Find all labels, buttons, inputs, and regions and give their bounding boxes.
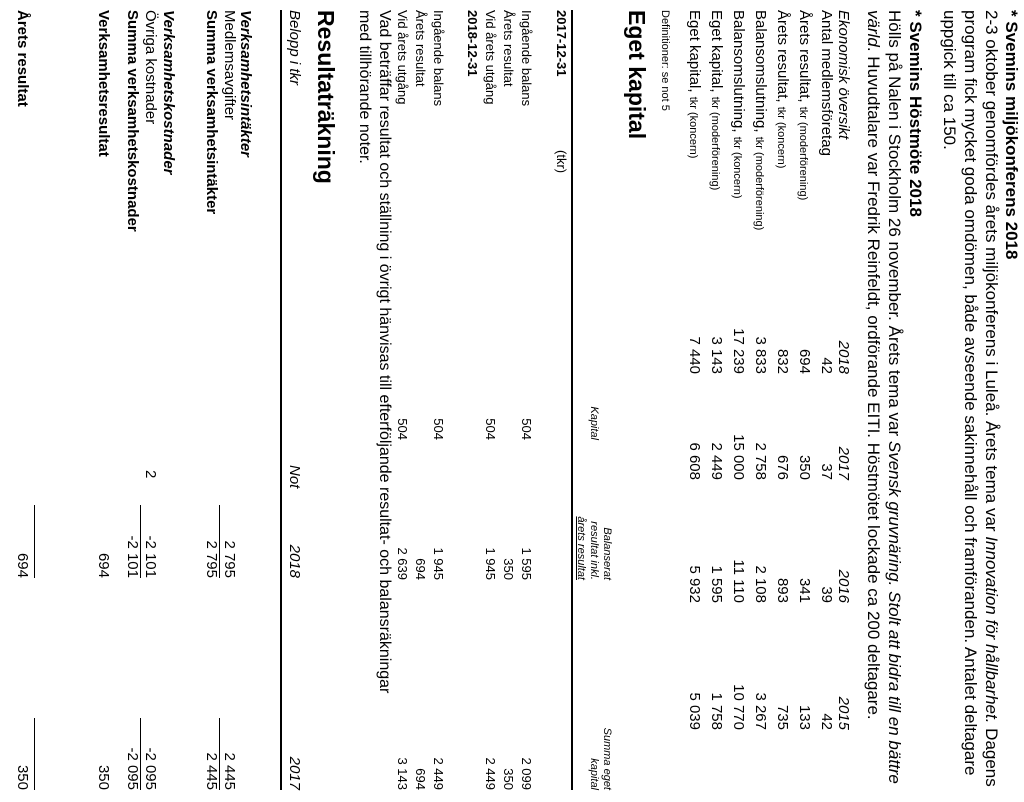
overview-row (774, 0, 790, 802)
equity-row (430, 0, 446, 802)
income-section-kostnader: Verksamhetskostnader (160, 10, 177, 175)
overview-year-2016: 2016 (835, 569, 852, 603)
equity-row (394, 0, 410, 802)
equity-cell: 1 595 (519, 547, 534, 580)
overview-cell: 5 932 (686, 565, 703, 603)
overview-row-label: Eget kapital, tkr (moderförening) (708, 10, 725, 191)
overview-cell: 2 449 (708, 442, 725, 480)
overview-row (686, 0, 702, 802)
overview-cell: 2 758 (752, 442, 769, 480)
overview-cell: 735 (774, 704, 791, 730)
equity-note-line1: Vad beträffar resultat och ställning i övrigt hänvisas till efterföljande resultat- och balansräkningar (376, 10, 393, 694)
overview-header-row (835, 0, 851, 802)
equity-head-balanserat-2: resultat inkl. (588, 521, 600, 580)
equity-row-label: Årets resultat (413, 10, 428, 87)
overview-row (752, 0, 768, 802)
equity-cell: 3 143 (395, 757, 410, 790)
overview-cell: 2 108 (752, 565, 769, 603)
overview-row (730, 0, 746, 802)
overview-cell: 1 758 (708, 692, 725, 730)
income-head-not: Not (286, 465, 303, 489)
equity-row-label: Vid årets utgång (483, 10, 498, 105)
hostmote-line1: Hölls på Nalen i Stockholm 26 november. Årets tema var Svensk gruvnäring. Stolt att bidra till en bättre (885, 10, 904, 784)
equity-cell: 1 945 (431, 547, 446, 580)
equity-cell: 2 449 (431, 757, 446, 790)
overview-cell: 676 (774, 454, 791, 480)
overview-cell: 1 595 (708, 565, 725, 603)
overview-definitions: Definitioner: se not 5 (659, 10, 671, 111)
equity-row-label: Vid årets utgång (395, 10, 410, 105)
overview-cell: 832 (774, 348, 791, 374)
equity-cell: 350 (501, 768, 516, 790)
overview-row (818, 0, 834, 802)
equity-cell: 694 (413, 558, 428, 580)
equity-cell: 504 (431, 418, 446, 440)
equity-head-summa-1: Summa eget (601, 727, 613, 790)
overview-year-2018: 2018 (835, 340, 852, 374)
income-title: Resultaträkning (313, 10, 339, 184)
overview-row (796, 0, 812, 802)
overview-cell: 3 143 (708, 336, 725, 374)
equity-cell: 1 945 (483, 547, 498, 580)
overview-row-label: Eget kapital, tkr (koncern) (686, 10, 703, 159)
overview-header-label: Ekonomisk översikt (835, 10, 852, 140)
miljokonferens-title: * Svemins miljökonferens 2018 (1002, 10, 1021, 260)
income-verksamhetsresultat-row: Verksamhetsresultat 694 350 (95, 10, 112, 790)
equity-unit: (tkr) (554, 150, 569, 174)
income-medlemsavgifter-row: Medlemsavgifter 2 795 2 445 (221, 10, 238, 790)
income-head-2017: 2017 (286, 756, 303, 790)
equity-cell: 504 (519, 418, 534, 440)
equity-row (412, 0, 428, 802)
equity-cell: 350 (501, 558, 516, 580)
equity-row (518, 0, 534, 802)
miljokonferens-line2: program fick mycket goda omdömen, både avseende sakinnehåll och framföranden. Antalet deltagare (961, 10, 980, 776)
overview-cell: 10 770 (730, 684, 747, 730)
overview-cell: 42 (818, 357, 835, 374)
equity-head-summa-2: kapital (588, 758, 600, 790)
equity-period1: 2017-12-31 (tkr) (554, 10, 569, 174)
income-header-divider (280, 10, 282, 790)
overview-cell: 39 (818, 586, 835, 603)
income-head-label: Belopp i tkr (286, 10, 303, 86)
income-header-row (286, 0, 302, 802)
equity-cell: 694 (413, 768, 428, 790)
overview-year-2017: 2017 (835, 446, 852, 480)
equity-row-label: Ingående balans (431, 10, 446, 107)
hostmote-title: * Svemins Höstmöte 2018 (906, 10, 925, 217)
overview-row-label: Balansomslutning, tkr (moderförening) (752, 10, 769, 231)
equity-period2: 2018-12-31 (465, 10, 480, 77)
equity-row (482, 0, 498, 802)
equity-cell: 2 639 (395, 547, 410, 580)
income-ovriga-row: Övriga kostnader 2 -2 101 -2 095 (142, 10, 159, 790)
income-summa-kostnader-row: Summa verksamhetskostnader -2 101 -2 095 (124, 10, 141, 790)
overview-row-label: Antal medlemsföretag (818, 10, 835, 156)
equity-head-balanserat-1: Balanserat (601, 527, 613, 580)
income-section-intakter: Verksamhetsintäkter (237, 10, 254, 158)
overview-cell: 3 833 (752, 336, 769, 374)
equity-cell: 504 (395, 418, 410, 440)
overview-cell: 5 039 (686, 692, 703, 730)
overview-cell: 3 267 (752, 692, 769, 730)
overview-cell: 11 110 (730, 559, 747, 603)
equity-head-line3 (573, 0, 589, 802)
overview-cell: 7 440 (686, 336, 703, 374)
overview-row-label: Årets resultat, tkr (koncern) (774, 10, 791, 169)
equity-row (500, 0, 516, 802)
equity-head-kapital: Kapital (588, 406, 600, 440)
income-summa-intakter-row: Summa verksamhetsintäkter 2 795 2 445 (203, 10, 220, 790)
overview-cell: 15 000 (730, 434, 747, 480)
income-arets-resultat-row: Årets resultat 694 350 (14, 10, 31, 790)
overview-cell: 133 (796, 704, 813, 730)
miljokonferens-line1: 2-3 oktober genomfördes årets miljökonferens i Luleå. Årets tema var Innovation för hållbarhet. Dagens (982, 10, 1001, 787)
equity-note-line2: med tillhörande noter. (356, 10, 373, 164)
equity-head-balanserat-3: årets resultat (575, 516, 587, 580)
equity-row-label: Årets resultat (501, 10, 516, 87)
hostmote-line2: värld. Huvudtalare var Fredrik Reinfeldt, ordförande EITI. Höstmötet lockade ca 200 deltagare. (864, 10, 883, 720)
overview-cell: 893 (774, 577, 791, 603)
overview-cell: 350 (796, 454, 813, 480)
equity-row-label: Ingående balans (519, 10, 534, 107)
miljokonferens-line3: uppgick till ca 150. (940, 10, 959, 150)
result-line-2018 (34, 505, 35, 578)
equity-cell: 504 (483, 418, 498, 440)
overview-cell: 42 (818, 713, 835, 730)
result-line-2017 (34, 718, 35, 790)
overview-row-label: Årets resultat, tkr (moderförening) (796, 10, 813, 201)
income-head-2018: 2018 (286, 544, 303, 578)
overview-row (708, 0, 724, 802)
equity-cell: 2 449 (483, 757, 498, 790)
overview-cell: 17 239 (730, 328, 747, 374)
overview-cell: 37 (818, 463, 835, 480)
overview-row-label: Balansomslutning, tkr (koncern) (730, 10, 747, 199)
equity-cell: 2 099 (519, 757, 534, 790)
overview-year-2015: 2015 (835, 696, 852, 730)
equity-divider (571, 10, 573, 790)
overview-cell: 694 (796, 348, 813, 374)
overview-cell: 341 (796, 577, 813, 603)
overview-cell: 6 608 (686, 442, 703, 480)
equity-title: Eget kapital (624, 10, 650, 140)
